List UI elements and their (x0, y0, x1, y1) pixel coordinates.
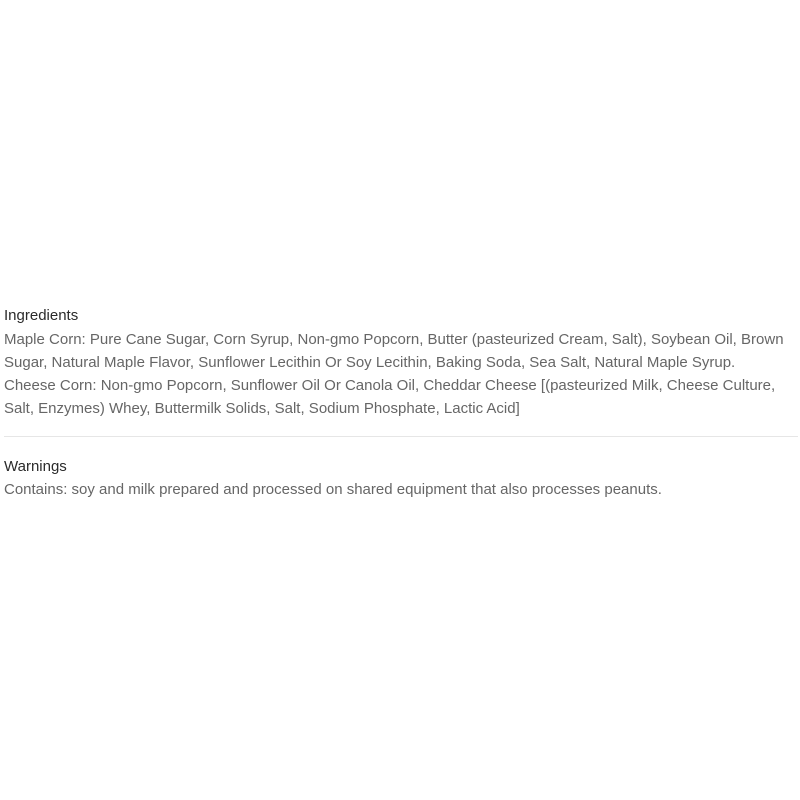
product-details (4, 305, 798, 501)
warnings-section (4, 457, 798, 501)
ingredients-section (4, 306, 798, 420)
warnings-text: Contains: soy and milk prepared and processed on shared equipment that also processes peanuts. (4, 481, 662, 498)
section-divider (4, 436, 798, 437)
ingredients-heading: Ingredients (4, 307, 79, 324)
ingredients-text: Maple Corn: Pure Cane Sugar, Corn Syrup, Non-gmo Popcorn, Butter (pasteurized Cream, Salt), Soybean Oil, Brown Sugar, Natural Maple Flavor, Sunflower Lecithin Or Soy Lecithin, Baking Soda, Sea Salt, Natural Maple Syrup. Cheese Corn: Non-gmo Popcorn, Sunflower Oil Or Canola Oil, Cheddar Cheese [(pasteurized Milk, Cheese Culture, Salt, Enzymes) Whey, Buttermilk Solids, Salt, Sodium Phosphate, Lactic Acid] (4, 331, 784, 417)
warnings-heading: Warnings (4, 458, 67, 475)
